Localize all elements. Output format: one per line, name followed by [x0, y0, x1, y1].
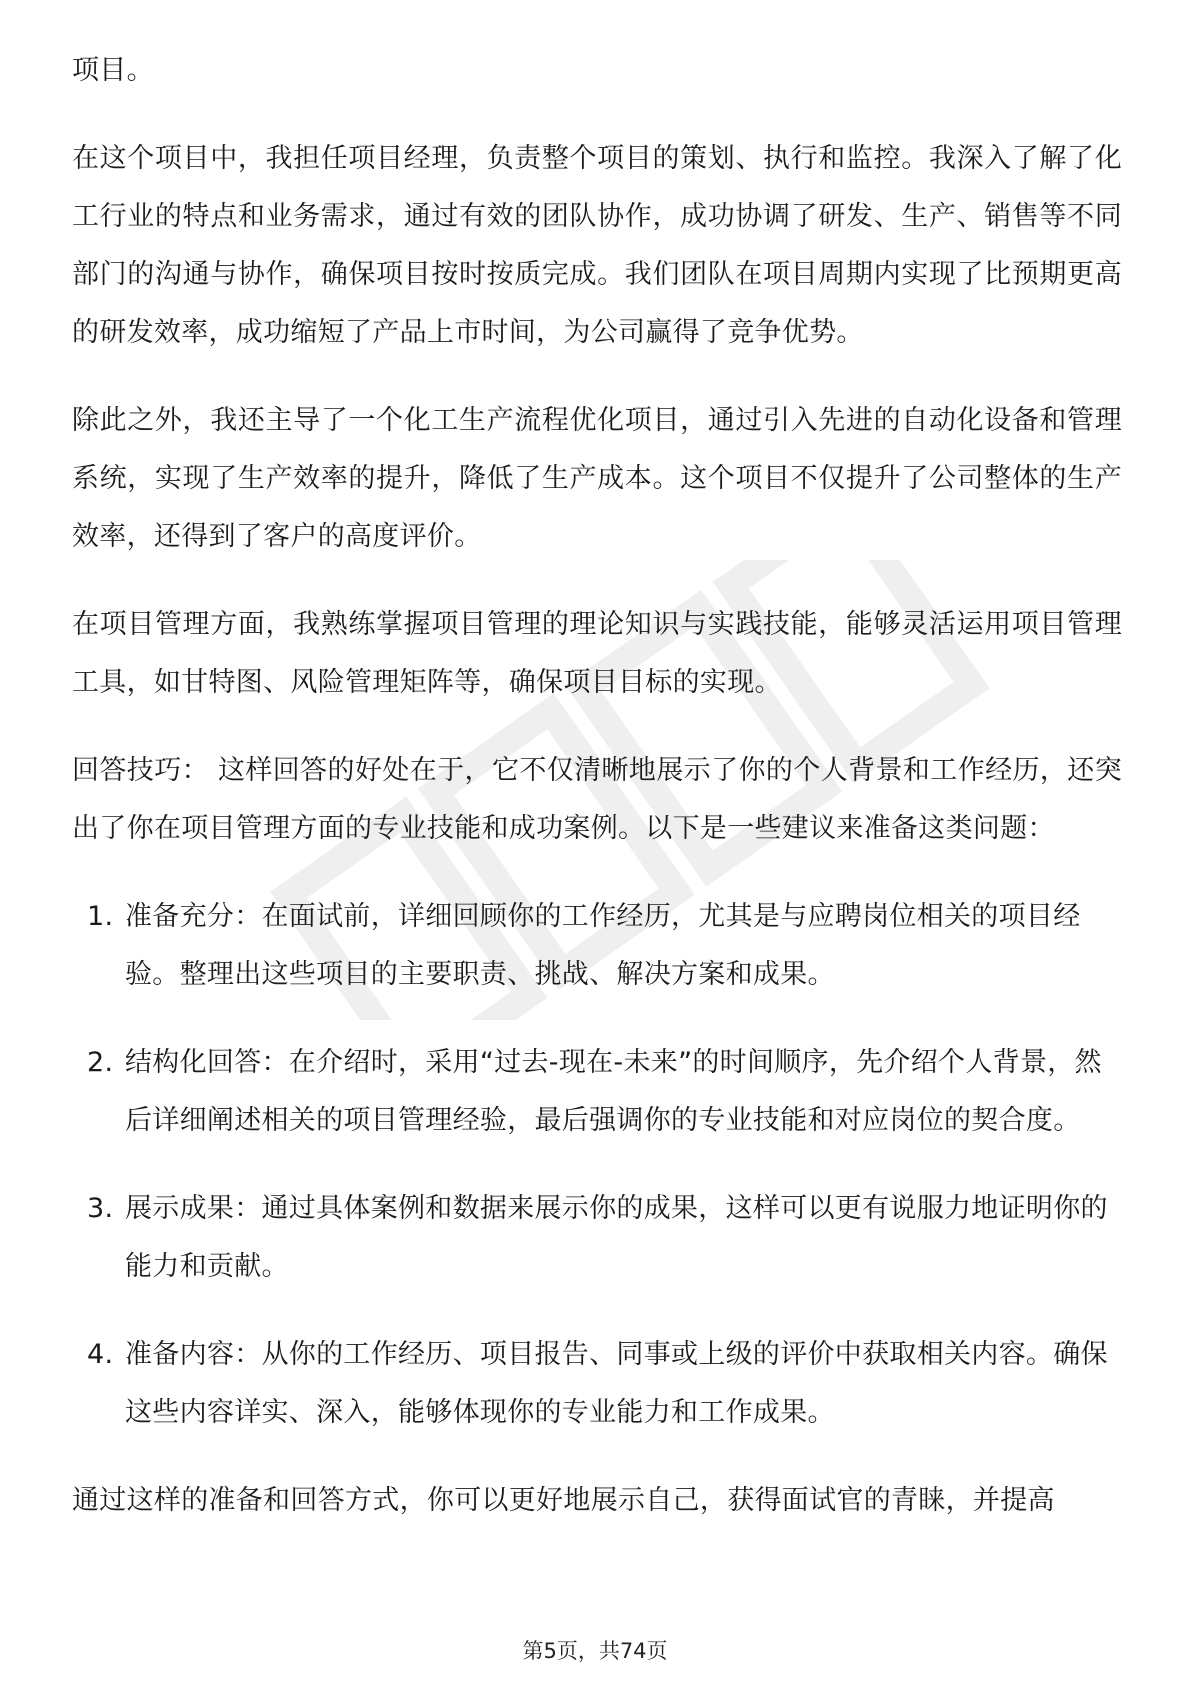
page-number: 第5页，共74页 [522, 1639, 668, 1663]
tips-list [72, 888, 1122, 1442]
list-item-number: 3. [87, 1193, 114, 1224]
list-item-text: 准备内容：从你的工作经历、项目报告、同事或上级的评价中获取相关内容。确保这些内容详实、深入，能够体现你的专业能力和工作成果。 [125, 1339, 1108, 1428]
paragraph-continuation: 项目。 [72, 55, 154, 86]
list-item [72, 1034, 1122, 1150]
list-item-text: 结构化回答：在介绍时，采用“过去-现在-未来”的时间顺序，先介绍个人背景，然后详细阐述相关的项目管理经验，最后强调你的专业技能和对应岗位的契合度。 [125, 1047, 1102, 1136]
list-item-text: 展示成果：通过具体案例和数据来展示你的成果，这样可以更有说服力地证明你的能力和贡献。 [125, 1193, 1108, 1282]
list-item [72, 1180, 1122, 1296]
list-item-number: 1. [87, 901, 114, 932]
list-item-text: 准备充分：在面试前，详细回顾你的工作经历，尤其是与应聘岗位相关的项目经验。整理出这些项目的主要职责、挑战、解决方案和成果。 [125, 901, 1081, 990]
page-content [72, 42, 1122, 1560]
paragraph-answer-tips: 回答技巧： 这样回答的好处在于，它不仅清晰地展示了你的个人背景和工作经历，还突出了你在项目管理方面的专业技能和成功案例。以下是一些建议来准备这类问题： [72, 755, 1122, 844]
list-item [72, 888, 1122, 1004]
list-item-number: 2. [87, 1047, 114, 1078]
paragraph-process-optimization: 除此之外，我还主导了一个化工生产流程优化项目，通过引入先进的自动化设备和管理系统，实现了生产效率的提升，降低了生产成本。这个项目不仅提升了公司整体的生产效率，还得到了客户的高度评价。 [72, 405, 1122, 552]
paragraph-pm-skills: 在项目管理方面，我熟练掌握项目管理的理论知识与实践技能，能够灵活运用项目管理工具，如甘特图、风险管理矩阵等，确保项目目标的实现。 [72, 609, 1122, 698]
list-item [72, 1326, 1122, 1442]
paragraph-conclusion: 通过这样的准备和回答方式，你可以更好地展示自己，获得面试官的青睐，并提高 [72, 1485, 1055, 1516]
list-item-number: 4. [87, 1339, 114, 1370]
paragraph-project-role: 在这个项目中，我担任项目经理，负责整个项目的策划、执行和监控。我深入了解了化工行业的特点和业务需求，通过有效的团队协作，成功协调了研发、生产、销售等不同部门的沟通与协作，确保项目按时按质完成。我们团队在项目周期内实现了比预期更高的研发效率，成功缩短了产品上市时间，为公司赢得了竞争优势。 [72, 143, 1122, 348]
